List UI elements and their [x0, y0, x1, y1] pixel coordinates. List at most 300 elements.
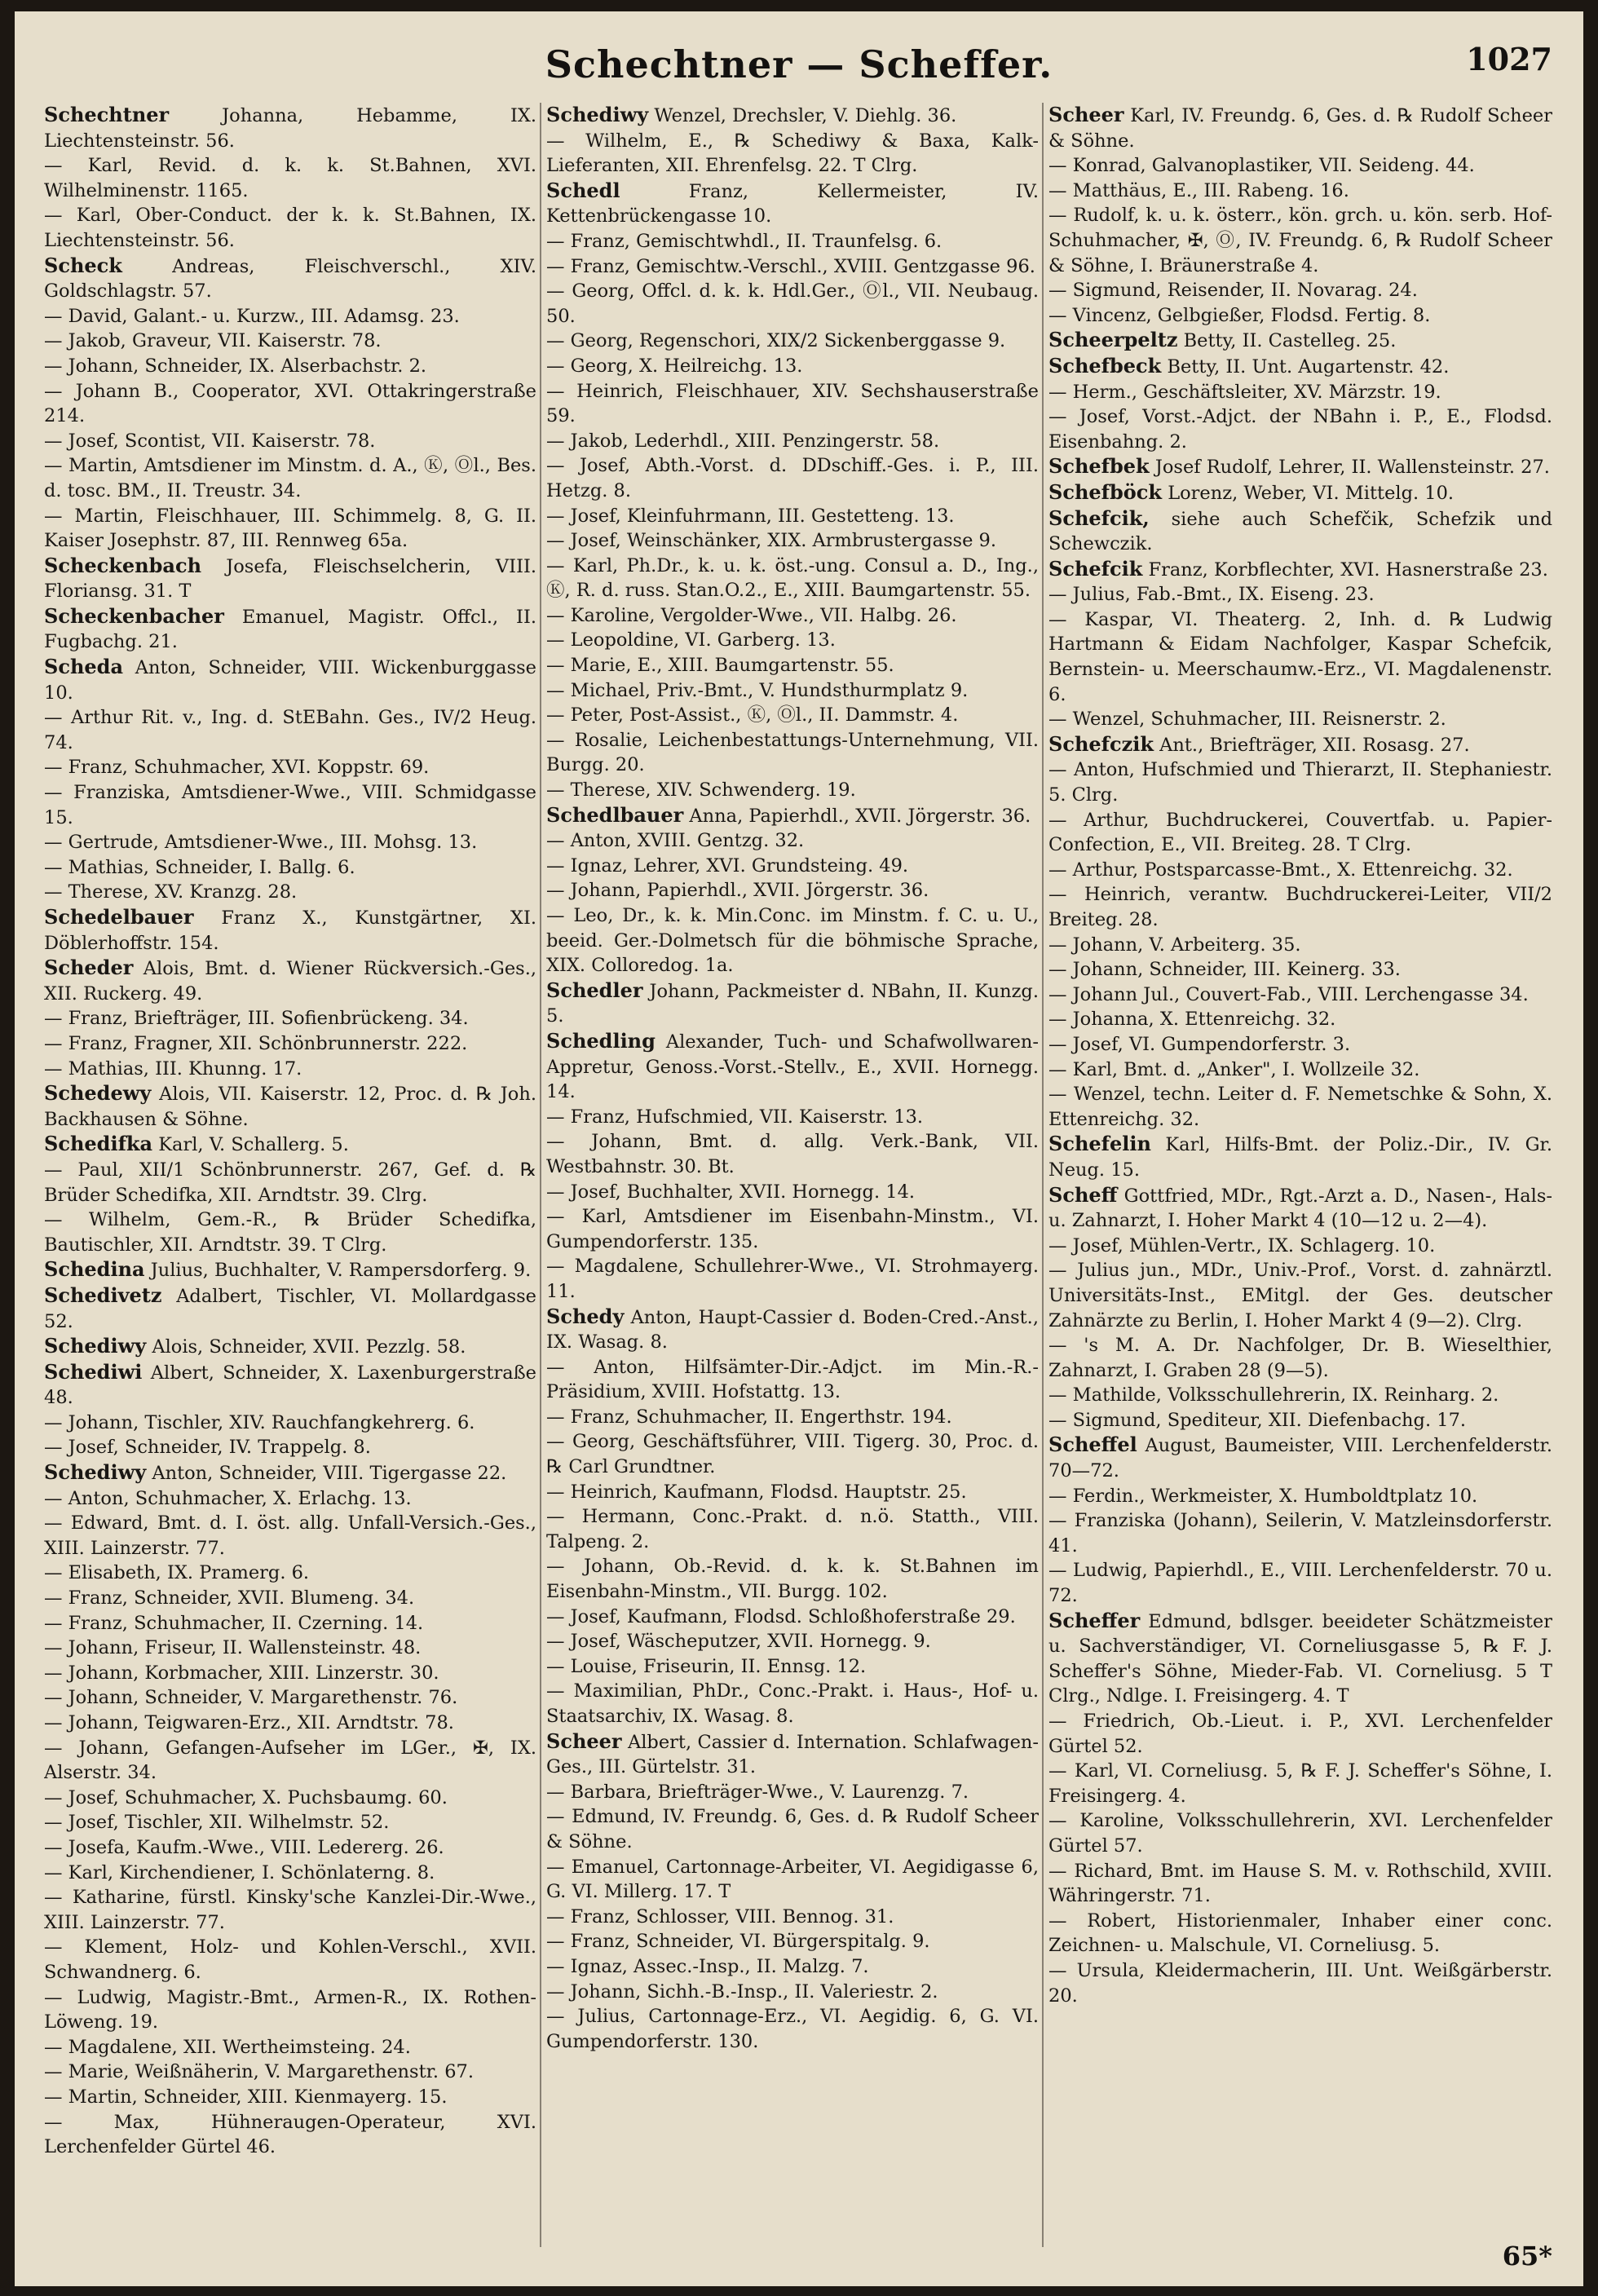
entry-text: — Franz, Schuhmacher, II. Engerthstr. 194. — [546, 1406, 952, 1428]
directory-entry — [546, 1654, 1039, 1680]
entry-text: — Georg, Regenschori, XIX/2 Sickenberggasse 9. — [546, 330, 1006, 352]
directory-entry — [546, 1605, 1039, 1630]
entry-text: — Ignaz, Lehrer, XVI. Grundsteing. 49. — [546, 854, 909, 876]
entry-text: Franz X., Kunstgärtner, XI. Döblerhoffstr. 154. — [44, 907, 536, 954]
directory-entry — [44, 1685, 536, 1711]
entry-text: Wenzel, Drechsler, V. Diehlg. 36. — [654, 105, 957, 126]
entry-text: — Robert, Historienmaler, Inhaber einer conc. Zeichnen- u. Malschule, VI. Corneliusg. 5. — [1048, 1910, 1552, 1957]
directory-entry — [44, 1257, 536, 1283]
entry-text: — Rosalie, Leichenbestattungs-Unternehmung, VII. Burgg. 20. — [546, 729, 1039, 776]
directory-entry — [44, 429, 536, 454]
entry-surname: Scheder — [44, 956, 134, 980]
entry-surname: Scheda — [44, 655, 123, 679]
directory-entry — [44, 2060, 536, 2085]
directory-entry — [1048, 404, 1552, 454]
entry-text: Anna, Papierhdl., XVII. Jörgerstr. 36. — [689, 805, 1031, 827]
directory-entry — [1048, 103, 1552, 153]
entry-text: Julius, Buchhalter, V. Rampersdorferg. 9. — [150, 1260, 532, 1282]
directory-entry — [1048, 1132, 1552, 1182]
entry-text: — Franz, Schuhmacher, XVI. Koppstr. 69. — [44, 757, 430, 779]
entry-text: — Martin, Schneider, XIII. Kienmayerg. 15. — [44, 2086, 448, 2108]
directory-entry — [1048, 957, 1552, 982]
directory-entry — [1048, 582, 1552, 607]
entry-text: — Leopoldine, VI. Garberg. 13. — [546, 629, 836, 651]
entry-text: Albert, Cassier d. Internation. Schlafwagen-Ges., III. Gürtelstr. 31. — [546, 1731, 1039, 1778]
entry-text: — Magdalene, XII. Wertheimsteing. 24. — [44, 2036, 411, 2058]
entry-surname: Scheerpeltz — [1048, 328, 1178, 352]
entry-text: — Josef, Abth.-Vorst. d. DDschiff.-Ges. i. P., III. Hetzg. 8. — [546, 455, 1039, 501]
entry-text: — Herm., Geschäftsleiter, XV. Märzstr. 19. — [1048, 381, 1441, 403]
directory-entry — [44, 1411, 536, 1436]
entry-surname: Schediwy — [546, 103, 649, 126]
entry-surname: Schefbeck — [1048, 353, 1162, 378]
directory-entry — [546, 453, 1039, 503]
entry-text: — Ferdin., Werkmeister, X. Humboldtplatz 10. — [1048, 1485, 1478, 1507]
entry-text: — 's M. A. Dr. Nachfolger, Dr. B. Wieselthier, Zahnarzt, I. Graben 28 (9—5). — [1048, 1335, 1552, 1381]
entry-text: — Johann, Sichh.-B.-Insp., II. Valeriestr. 2. — [546, 1980, 938, 2002]
entry-text: — Karoline, Volksschullehrerin, XVI. Lerchenfelder Gürtel 57. — [1048, 1810, 1552, 1857]
entry-text: — Franz, Fragner, XII. Schönbrunnerstr. 222. — [44, 1032, 468, 1054]
directory-entry — [44, 1711, 536, 1736]
directory-entry — [546, 1554, 1039, 1604]
entry-surname: Schedy — [546, 1304, 625, 1328]
directory-entry — [44, 153, 536, 203]
directory-entry — [1048, 454, 1552, 480]
entry-text: — Sigmund, Reisender, II. Novarag. 24. — [1048, 280, 1418, 302]
entry-text: Adalbert, Tischler, VI. Mollardgasse 52. — [44, 1285, 536, 1332]
entry-text: — Josef, Mühlen-Vertr., IX. Schlagerg. 10. — [1048, 1234, 1436, 1256]
directory-entry — [44, 1081, 536, 1132]
entry-text: — Ignaz, Assec.-Insp., II. Malzg. 7. — [546, 1955, 869, 1977]
directory-entry — [44, 2110, 536, 2160]
directory-entry — [546, 1480, 1039, 1505]
directory-entry — [546, 1180, 1039, 1205]
entry-text: — Anton, Hilfsämter-Dir.-Adjct. im Min.-R.-Präsidium, XVIII. Hofstattg. 13. — [546, 1356, 1039, 1403]
directory-entry — [44, 1586, 536, 1611]
directory-entry — [44, 254, 536, 304]
entry-surname: Scheffer — [1048, 1608, 1141, 1632]
directory-entry — [44, 1132, 536, 1158]
entry-text: — Julius jun., MDr., Univ.-Prof., Vorst. d. zahnärztl. Universitäts-Inst., EMitgl. der Ges. deutscher Zahnärzte zu Berlin, I. Hoher Markt 4 (9—2). Clrg. — [1048, 1260, 1552, 1331]
directory-entry — [1048, 354, 1552, 380]
entry-text: — Johann, Schneider, V. Margarethenstr. 76. — [44, 1687, 458, 1709]
entry-surname: Schefczik — [1048, 731, 1154, 756]
directory-entry — [546, 429, 1039, 454]
directory-entry — [44, 1810, 536, 1835]
entry-text: — Karl, Revid. d. k. k. St.Bahnen, XVI. Wilhelminenstr. 1165. — [44, 155, 536, 201]
entry-text: — Franz, Schlosser, VIII. Bennog. 31. — [546, 1905, 894, 1927]
entry-text: — Karl, Kirchendiener, I. Schönlaterng. 8. — [44, 1861, 435, 1883]
entry-text: — Gertrude, Amtsdiener-Wwe., III. Mohsg. 13. — [44, 832, 478, 854]
entry-text: Alois, VII. Kaiserstr. 12, Proc. d. ℞ Joh. Backhausen & Söhne. — [44, 1084, 536, 1130]
entry-surname: Schedler — [546, 978, 643, 1002]
directory-entry — [1048, 1032, 1552, 1057]
entry-text: — Johann, Schneider, III. Keinerg. 33. — [1048, 959, 1401, 981]
directory-entry — [44, 1435, 536, 1460]
directory-entry — [44, 1661, 536, 1686]
directory-entry — [546, 778, 1039, 803]
directory-entry — [546, 1980, 1039, 2005]
entry-text: — Johann, Ob.-Revid. d. k. k. St.Bahnen im Eisenbahn-Minstm., VII. Burgg. 102. — [546, 1556, 1039, 1603]
directory-entry — [546, 504, 1039, 529]
directory-entry — [546, 1804, 1039, 1854]
directory-entry — [44, 379, 536, 429]
entry-text: — Leo, Dr., k. k. Min.Conc. im Minstm. f. C. u. U., beeid. Ger.-Dolmetsch für die böhmische Sprache, XIX. Colloredog. 1a. — [546, 905, 1039, 977]
entry-text: — Emanuel, Cartonnage-Arbeiter, VI. Aegidigasse 6, G. VI. Millerg. 17. T — [546, 1856, 1039, 1903]
entry-text: Johanna, Hebamme, IX. Liechtensteinstr. 56. — [44, 105, 536, 152]
entry-surname: Schefböck — [1048, 479, 1163, 504]
entry-text: — Johann B., Cooperator, XVI. Ottakringerstraße 214. — [44, 380, 536, 427]
directory-entry — [546, 603, 1039, 629]
entry-text: — Franz, Gemischtwhdl., II. Traunfelsg. 6. — [546, 230, 942, 252]
entry-text: — Anton, Hufschmied und Thierarzt, II. Stephaniestr. 5. Clrg. — [1048, 759, 1552, 806]
entry-text: — Johann, Bmt. d. allg. Verk.-Bank, VII. Westbahnstr. 30. Bt. — [546, 1131, 1039, 1177]
directory-entry — [44, 1158, 536, 1208]
directory-entry — [44, 453, 536, 503]
entry-text: — Louise, Friseurin, II. Ennsg. 12. — [546, 1655, 867, 1677]
directory-entry — [546, 1105, 1039, 1130]
directory-entry — [44, 755, 536, 780]
entry-text: — Karl, Amtsdiener im Eisenbahn-Minstm., VI. Gumpendorferstr. 135. — [546, 1206, 1039, 1252]
directory-entry — [44, 1334, 536, 1360]
directory-entry — [44, 905, 536, 956]
directory-entry — [44, 855, 536, 881]
entry-surname: Scheffel — [1048, 1433, 1137, 1457]
entry-text: — Therese, XV. Kranzg. 28. — [44, 881, 298, 903]
entry-text: Franz, Kellermeister, IV. Kettenbrückengasse 10. — [546, 180, 1039, 227]
entry-text: Johann, Packmeister d. NBahn, II. Kunzg. 5. — [546, 980, 1039, 1027]
directory-entry — [546, 2004, 1039, 2054]
column-rule — [1042, 103, 1044, 2247]
entry-text: — Karoline, Vergolder-Wwe., VII. Halbg. 26. — [546, 604, 957, 626]
entry-text: — Anton, Schuhmacher, X. Erlachg. 13. — [44, 1487, 412, 1509]
entry-surname: Schedifka — [44, 1132, 153, 1156]
directory-entry — [546, 903, 1039, 978]
entry-text: Andreas, Fleischverschl., XIV. Goldschlagstr. 57. — [44, 255, 536, 302]
entry-text: — Peter, Post-Assist., Ⓚ, Ⓞl., II. Dammstr. 4. — [546, 704, 959, 726]
entry-surname: Schedina — [44, 1257, 145, 1282]
directory-entry — [1048, 203, 1552, 278]
column-right — [1048, 103, 1552, 2247]
directory-entry — [44, 1786, 536, 1811]
directory-entry — [1048, 707, 1552, 732]
entry-surname: Scheer — [546, 1729, 622, 1753]
directory-entry — [44, 1006, 536, 1031]
directory-entry — [546, 1504, 1039, 1554]
directory-entry — [1048, 1333, 1552, 1383]
entry-text: — Klement, Holz- und Kohlen-Verschl., XVII. Schwandnerg. 6. — [44, 1936, 536, 1983]
entry-surname: Schechtner — [44, 103, 170, 126]
directory-entry — [1048, 278, 1552, 303]
entry-text: — Josef, Kleinfuhrmann, III. Gestetteng. 13. — [546, 505, 955, 527]
directory-entry — [44, 103, 536, 153]
directory-entry — [1048, 1007, 1552, 1032]
directory-entry — [44, 880, 536, 905]
directory-entry — [546, 1129, 1039, 1179]
directory-entry — [1048, 303, 1552, 329]
directory-entry — [1048, 1859, 1552, 1909]
directory-entry — [546, 828, 1039, 854]
entry-text: Albert, Schneider, X. Laxenburgerstraße 48. — [44, 1362, 536, 1409]
directory-entry — [44, 830, 536, 855]
directory-entry — [1048, 607, 1552, 707]
entry-text: Lorenz, Weber, VI. Mittelg. 10. — [1168, 482, 1455, 504]
entry-surname: Schediwy — [44, 1334, 147, 1358]
entry-text: Anton, Schneider, VIII. Tigergasse 22. — [152, 1463, 507, 1485]
entry-surname: Schediwi — [44, 1359, 143, 1384]
entry-text: — Mathias, III. Khunng. 17. — [44, 1057, 302, 1080]
directory-entry — [546, 1405, 1039, 1430]
entry-text: — Johann, Papierhdl., XVII. Jörgerstr. 36. — [546, 880, 929, 902]
entry-text: — Georg, Offcl. d. k. k. Hdl.Ger., Ⓞl., VII. Neubaug. 50. — [546, 280, 1039, 327]
directory-entry — [546, 1929, 1039, 1954]
entry-text: — Karl, Ph.Dr., k. u. k. öst.-ung. Consul a. D., Ing., Ⓚ, R. d. russ. Stan.O.2., E., XIII. Baumgartenstr. 55. — [546, 554, 1039, 602]
page-header — [15, 36, 1583, 93]
directory-entry — [546, 554, 1039, 603]
directory-entry — [546, 129, 1039, 179]
entry-surname: Scheck — [44, 253, 122, 277]
directory-entry — [44, 1208, 536, 1257]
entry-text: — Arthur Rit. v., Ing. d. StEBahn. Ges., IV/2 Heug. 74. — [44, 707, 536, 753]
directory-entry — [546, 653, 1039, 678]
entry-text: — Karl, Ober-Conduct. der k. k. St.Bahnen, IX. Liechtensteinstr. 56. — [44, 205, 536, 251]
directory-entry — [1048, 557, 1552, 583]
directory-entry — [44, 705, 536, 755]
entry-text: — Jakob, Lederhdl., XIII. Penzingerstr. 58. — [546, 430, 940, 452]
directory-entry — [44, 1611, 536, 1636]
entry-text: — Johann Jul., Couvert-Fab., VIII. Lerchengasse 34. — [1048, 983, 1529, 1005]
entry-text: — Heinrich, verantw. Buchdruckerei-Leiter, VII/2 Breiteg. 28. — [1048, 884, 1552, 930]
entry-text: Alois, Bmt. d. Wiener Rückversich.-Ges., XII. Ruckerg. 49. — [44, 958, 536, 1004]
entry-surname: Scheer — [1048, 103, 1124, 126]
entry-surname: Schediwy — [44, 1460, 147, 1485]
entry-text: — Johann, Teigwaren-Erz., XII. Arndtstr. 78. — [44, 1712, 454, 1733]
directory-entry — [1048, 328, 1552, 354]
entry-text: — Magdalene, Schullehrer-Wwe., VI. Strohmayerg. 11. — [546, 1256, 1039, 1302]
entry-text: — Josef, Weinschänker, XIX. Armbrustergasse 9. — [546, 530, 997, 552]
directory-entry — [546, 329, 1039, 354]
entry-text: — Ludwig, Magistr.-Bmt., Armen-R., IX. Rothen-Löweng. 19. — [44, 1986, 536, 2033]
directory-entry — [44, 1511, 536, 1561]
entry-text: — Josef, Buchhalter, XVII. Hornegg. 14. — [546, 1181, 916, 1203]
entry-text: — Maximilian, PhDr., Conc.-Prakt. i. Haus-, Hof- u. Staatsarchiv, IX. Wasag. 8. — [546, 1680, 1039, 1727]
directory-entry — [44, 1736, 536, 1786]
entry-text: — Franz, Schneider, XVII. Blumeng. 34. — [44, 1587, 415, 1609]
entry-text: Karl, V. Schallerg. 5. — [158, 1134, 349, 1156]
entry-text: Edmund, bdlsger. beeideter Schätzmeister u. Sachverständiger, VI. Corneliusgasse 5, ℞ F. J. Scheffer's Söhne, Mieder-Fab. VI. Corneliusg. 5 T Clrg., Ndlge. I. Freisingerg. 4. T — [1048, 1610, 1552, 1707]
entry-text: — Johann, V. Arbeiterg. 35. — [1048, 934, 1301, 956]
entry-text: — Wilhelm, Gem.-R., ℞ Brüder Schedifka, Bautischler, XII. Arndtstr. 39. T Clrg. — [44, 1209, 536, 1256]
entry-text: — Johann, Gefangen-Aufseher im LGer., ✠, IX. Alserstr. 34. — [44, 1737, 536, 1784]
directory-entry — [546, 1729, 1039, 1780]
directory-entry — [546, 354, 1039, 379]
directory-entry — [44, 1985, 536, 2035]
directory-entry — [1048, 808, 1552, 858]
entry-text: — Franz, Schuhmacher, II. Czerning. 14. — [44, 1612, 424, 1634]
entry-text: — Josef, Schneider, IV. Trappelg. 8. — [44, 1437, 371, 1459]
entry-text: — Jakob, Graveur, VII. Kaiserstr. 78. — [44, 330, 382, 352]
entry-surname: Schefbek — [1048, 454, 1150, 479]
directory-entry — [1048, 1057, 1552, 1083]
directory-entry — [1048, 933, 1552, 958]
directory-entry — [1048, 380, 1552, 405]
directory-entry — [44, 2085, 536, 2110]
entry-text: — Johanna, X. Ettenreichg. 32. — [1048, 1009, 1336, 1031]
page-number: 1027 — [1466, 41, 1552, 77]
entry-surname: Schedlbauer — [546, 802, 684, 827]
column-rule — [540, 103, 541, 2247]
entry-text: — Georg, X. Heilreichg. 13. — [546, 355, 803, 377]
entry-text: — Heinrich, Kaufmann, Flodsd. Hauptstr. 25. — [546, 1481, 967, 1503]
directory-entry — [546, 1254, 1039, 1304]
directory-entry — [44, 1861, 536, 1886]
entry-text: — Rudolf, k. u. k. österr., kön. grch. u. kön. serb. Hof-Schuhmacher, ✠, Ⓞ, IV. Freundg. 6, ℞ Rudolf Scheer & Söhne, I. Bräunerstraße 4. — [1048, 205, 1552, 276]
entry-text: — Barbara, Briefträger-Wwe., V. Laurenzg. 7. — [546, 1781, 969, 1803]
entry-text: — Martin, Amtsdiener im Minstm. d. A., Ⓚ, Ⓞl., Bes. d. tosc. BM., II. Treustr. 34. — [44, 455, 536, 501]
entry-text: — Vincenz, Gelbgießer, Flodsd. Fertig. 8. — [1048, 304, 1431, 326]
entry-text: — Josef, Scontist, VII. Kaiserstr. 78. — [44, 430, 376, 452]
directory-entry — [44, 1835, 536, 1861]
entry-text: — Josef, VI. Gumpendorferstr. 3. — [1048, 1033, 1351, 1055]
entry-text: Josef Rudolf, Lehrer, II. Wallensteinstr. 27. — [1154, 457, 1550, 479]
directory-entry — [546, 254, 1039, 280]
entry-text: — Franz, Briefträger, III. Sofienbrückeng. 34. — [44, 1008, 469, 1030]
entry-text: — Marie, Weißnäherin, V. Margarethenstr. 67. — [44, 2061, 474, 2083]
entry-surname: Schedl — [546, 178, 620, 202]
entry-text: — Johann, Tischler, XIV. Rauchfangkehrerg. 6. — [44, 1411, 475, 1433]
directory-entry — [44, 304, 536, 329]
entry-text: — Wenzel, techn. Leiter d. F. Nemetschke & Sohn, X. Ettenreichg. 32. — [1048, 1084, 1552, 1130]
entry-text: siehe auch Schefčik, Schefzik und Schewczik. — [1048, 508, 1552, 555]
entry-text: — Ursula, Kleidermacherin, III. Unt. Weißgärberstr. 20. — [1048, 1959, 1552, 2007]
entry-text: — Georg, Geschäftsführer, VIII. Tigerg. 30, Proc. d. ℞ Carl Grundtner. — [546, 1431, 1039, 1478]
directory-entry — [44, 1360, 536, 1411]
entry-text: Betty, II. Castelleg. 25. — [1183, 330, 1397, 352]
entry-text: — Hermann, Conc.-Prakt. d. n.ö. Statth., VIII. Talpeng. 2. — [546, 1506, 1039, 1552]
directory-entry — [44, 1885, 536, 1935]
directory-entry — [44, 329, 536, 354]
entry-text: — Johann, Korbmacher, XIII. Linzerstr. 30. — [44, 1662, 439, 1684]
entry-text: — Matthäus, E., III. Rabeng. 16. — [1048, 179, 1349, 201]
entry-text: — Paul, XII/1 Schönbrunnerstr. 267, Gef. d. ℞ Brüder Schedifka, XII. Arndtstr. 39. Clrg. — [44, 1159, 536, 1206]
entry-text: Anton, Haupt-Cassier d. Boden-Cred.-Anst., IX. Wasag. 8. — [546, 1306, 1039, 1353]
entry-text: — Josefa, Kaufm.-Wwe., VIII. Ledererg. 26. — [44, 1836, 444, 1858]
directory-entry — [546, 854, 1039, 879]
directory-entry — [546, 279, 1039, 329]
directory-entry — [546, 628, 1039, 653]
entry-text: — Michael, Priv.-Bmt., V. Hundsthurmplatz 9. — [546, 679, 969, 701]
directory-entry — [546, 229, 1039, 254]
directory-page — [15, 11, 1583, 2286]
entry-text: — Max, Hühneraugen-Operateur, XVI. Lerchenfelder Gürtel 46. — [44, 2111, 536, 2158]
directory-entry — [1048, 1433, 1552, 1483]
directory-entry — [1048, 1234, 1552, 1259]
directory-entry — [546, 1305, 1039, 1355]
directory-entry — [546, 1029, 1039, 1105]
directory-entry — [1048, 732, 1552, 758]
entry-text: — Elisabeth, IX. Pramerg. 6. — [44, 1562, 310, 1584]
entry-text: — Therese, XIV. Schwenderg. 19. — [546, 779, 856, 801]
entry-text: — Arthur, Postsparcasse-Bmt., X. Ettenreichg. 32. — [1048, 859, 1513, 881]
directory-entry — [1048, 1183, 1552, 1234]
entry-text: — Franziska, Amtsdiener-Wwe., VIII. Schmidgasse 15. — [44, 782, 536, 828]
directory-entry — [1048, 1558, 1552, 1608]
directory-entry — [44, 1486, 536, 1512]
entry-text: Josefa, Fleischselcherin, VIII. Floriansg. 31. T — [44, 555, 536, 603]
entry-text: Anton, Schneider, VIII. Wickenburggasse 10. — [44, 657, 536, 704]
entry-text: August, Baumeister, VIII. Lerchenfelderstr. 70—72. — [1048, 1435, 1552, 1482]
directory-entry — [44, 554, 536, 604]
column-left — [44, 103, 536, 2247]
entry-surname: Scheckenbacher — [44, 603, 224, 628]
directory-entry — [1048, 1258, 1552, 1333]
running-title: Schechtner — Scheffer. — [545, 42, 1053, 86]
entry-surname: Schedelbauer — [44, 905, 194, 929]
directory-entry — [546, 678, 1039, 704]
entry-text: Emanuel, Magistr. Offcl., II. Fugbachg. 21. — [44, 606, 536, 653]
entry-text: — Heinrich, Fleischhauer, XIV. Sechshauserstraße 59. — [546, 380, 1039, 427]
directory-entry — [1048, 1759, 1552, 1808]
directory-entry — [44, 1283, 536, 1334]
directory-entry — [1048, 1609, 1552, 1709]
directory-entry — [546, 878, 1039, 903]
directory-entry — [44, 956, 536, 1006]
directory-entry — [546, 103, 1039, 129]
entry-surname: Schefcik — [1048, 556, 1143, 581]
entry-text: — Mathilde, Volksschullehrerin, IX. Reinharg. 2. — [1048, 1384, 1499, 1406]
entry-text: — Konrad, Galvanoplastiker, VII. Seideng. 44. — [1048, 155, 1475, 177]
directory-entry — [1048, 153, 1552, 179]
directory-entry — [44, 1935, 536, 1985]
entry-text: — Edmund, IV. Freundg. 6, Ges. d. ℞ Rudolf Scheer & Söhne. — [546, 1806, 1039, 1852]
entry-text: Alexander, Tuch- und Schafwollwaren-Appretur, Genoss.-Vorst.-Stellv., E., XVII. Hornegg. 14. — [546, 1031, 1039, 1103]
entry-text: — Franziska (Johann), Seilerin, V. Matzleinsdorferstr. 41. — [1048, 1510, 1552, 1556]
entry-text: — Anton, XVIII. Gentzg. 32. — [546, 830, 805, 852]
entry-text: Gottfried, MDr., Rgt.-Arzt a. D., Nasen-, Hals- u. Zahnarzt, I. Hoher Markt 4 (10—12 u. 2—4). — [1048, 1185, 1552, 1232]
entry-text: — Franz, Schneider, VI. Bürgerspitalg. 9. — [546, 1931, 930, 1953]
directory-entry — [1048, 1808, 1552, 1858]
entry-surname: Schedling — [546, 1028, 656, 1053]
directory-entry — [1048, 1383, 1552, 1408]
directory-entry — [44, 604, 536, 655]
directory-entry — [546, 1204, 1039, 1254]
directory-entry — [546, 1355, 1039, 1405]
directory-entry — [44, 203, 536, 253]
directory-entry — [1048, 480, 1552, 506]
directory-entry — [546, 803, 1039, 829]
entry-text: — Johann, Schneider, IX. Alserbachstr. 2. — [44, 355, 427, 377]
entry-text: — Richard, Bmt. im Hause S. M. v. Rothschild, XVIII. Währingerstr. 71. — [1048, 1860, 1552, 1907]
entry-text: — Arthur, Buchdruckerei, Couvertfab. u. Papier-Confection, E., VII. Breiteg. 28. T Clrg. — [1048, 809, 1552, 856]
entry-text: — Kaspar, VI. Theaterg. 2, Inh. d. ℞ Ludwig Hartmann & Eidam Nachfolger, Kaspar Schefcik, Bernstein- u. Meerschaumw.-Erz., VI. Magdalenenstr. 6. — [1048, 608, 1552, 705]
column-middle — [546, 103, 1039, 2247]
directory-entry — [1048, 179, 1552, 204]
directory-entry — [1048, 858, 1552, 883]
directory-entry — [44, 1057, 536, 1082]
entry-text: — Friedrich, Ob.-Lieut. i. P., XVI. Lerchenfelder Gürtel 52. — [1048, 1711, 1552, 1757]
entry-text: — Franz, Hufschmied, VII. Kaiserstr. 13. — [546, 1106, 924, 1128]
entry-text: — Josef, Wäscheputzer, XVII. Hornegg. 9. — [546, 1631, 931, 1653]
entry-text: — Julius, Fab.-Bmt., IX. Eiseng. 23. — [1048, 584, 1375, 606]
entry-text: — Sigmund, Spediteur, XII. Diefenbachg. 17. — [1048, 1409, 1467, 1431]
entry-text: Ant., Briefträger, XII. Rosasg. 27. — [1159, 734, 1470, 756]
entry-text: Franz, Korbflechter, XVI. Hasnerstraße 23. — [1148, 559, 1548, 581]
directory-entry — [546, 703, 1039, 728]
entry-text: — Mathias, Schneider, I. Ballg. 6. — [44, 856, 355, 878]
entry-text: Karl, Hilfs-Bmt. der Poliz.-Dir., IV. Gr. Neug. 15. — [1048, 1134, 1552, 1181]
directory-entry — [1048, 1408, 1552, 1433]
entry-text: — Marie, E., XIII. Baumgartenstr. 55. — [546, 655, 894, 677]
